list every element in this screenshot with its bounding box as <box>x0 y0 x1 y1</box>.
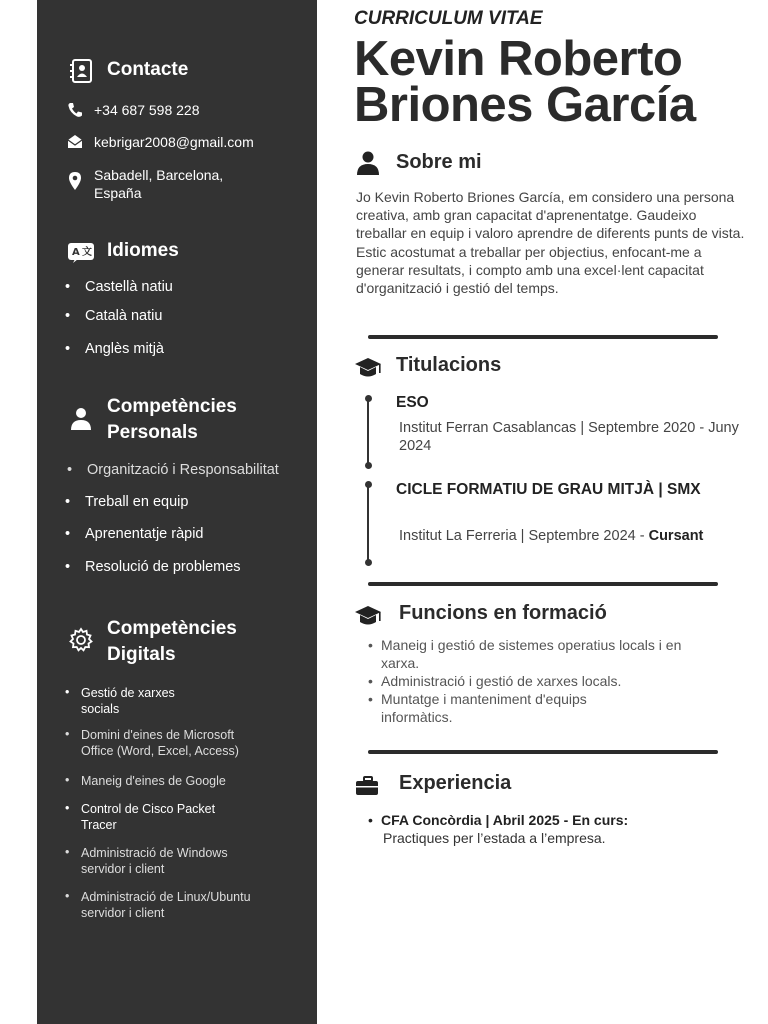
education-entry-detail: Institut Ferran Casablancas | Septembre 2020 - Juny 2024 <box>399 420 739 454</box>
training-item: • Muntatge i manteniment d'equips informàtics. <box>368 690 658 726</box>
divider <box>368 582 718 586</box>
name-line-1: Kevin Roberto <box>354 32 683 86</box>
personal-skill-item: • Treball en equip <box>67 494 188 510</box>
user-icon <box>67 404 95 432</box>
about-title: Sobre mi <box>396 151 482 173</box>
gear-icon <box>67 626 95 654</box>
email-icon <box>67 133 83 151</box>
sidebar <box>37 0 317 1024</box>
digital-skill-item: • Domini d'eines de Microsoft Office (Word, Excel, Access) <box>67 727 267 759</box>
training-item: • Maneig i gestió de sistemes operatius locals i en xarxa. <box>368 636 708 672</box>
education-entry-title: ESO <box>396 394 429 411</box>
graduation-cap-icon <box>354 603 382 629</box>
user-icon <box>354 150 382 176</box>
location-text: Sabadell, Barcelona, España <box>94 167 224 201</box>
divider <box>368 335 718 339</box>
education-status: Cursant <box>648 528 704 544</box>
divider <box>368 750 718 754</box>
digital-skill-item: • Administració de Linux/Ubuntu servidor i client <box>67 889 287 921</box>
education-title: Titulacions <box>396 354 502 376</box>
timeline-dot <box>365 462 372 469</box>
language-item: • Català natiu <box>67 308 162 324</box>
briefcase-icon <box>354 774 382 800</box>
digital-skill-item: • Administració de Windows servidor i client <box>67 845 267 877</box>
full-name <box>354 32 696 132</box>
svg-text:文: 文 <box>82 247 92 258</box>
contact-book-icon <box>67 57 95 85</box>
email-text[interactable]: kebrigar2008@gmail.com <box>94 134 254 150</box>
personal-skill-item: • Resolució de problemes <box>67 559 241 575</box>
contact-title: Contacte <box>107 59 189 80</box>
timeline-dot <box>365 559 372 566</box>
language-item: • Anglès mitjà <box>67 341 164 357</box>
phone-icon <box>67 101 83 119</box>
personal-skill-item: • Organització i Responsabilitat <box>69 462 279 478</box>
experience-text: Practiques per l’estada a l’empresa. <box>383 830 606 846</box>
digital-skills-title: Competències Digitals <box>107 618 237 665</box>
svg-text:A: A <box>72 247 80 258</box>
timeline-dot <box>365 395 372 402</box>
personal-skills-title: Competències Personals <box>107 396 237 443</box>
timeline-line <box>367 484 369 562</box>
digital-skill-item: • Maneig d'eines de Google <box>67 773 267 789</box>
location-pin-icon <box>67 171 83 189</box>
training-title: Funcions en formació <box>399 602 607 624</box>
experience-heading: • CFA Concòrdia | Abril 2025 - En curs: <box>381 812 629 828</box>
education-entry-detail: Institut La Ferreria | Septembre 2024 - Cursant <box>399 528 704 544</box>
digital-skill-item: • Control de Cisco Packet Tracer <box>67 801 247 833</box>
translate-icon <box>67 238 95 266</box>
phone-text: +34 687 598 228 <box>94 102 200 118</box>
languages-title: Idiomes <box>107 240 179 261</box>
cv-tag: CURRICULUM VITAE <box>354 8 543 29</box>
about-text: Jo Kevin Roberto Briones García, em considero una persona creativa, amb gran capacitat d'aprenentatge. Gaudeixo treballar en equip i valoro aprendre de diferents punts de vista. Estic acostumat a treballar per objectius, enfocant-me a generar resultats, i compto amb una excel·lent capacitat d'organització i gestió del temps. <box>356 189 745 297</box>
timeline-dot <box>365 481 372 488</box>
graduation-cap-icon <box>354 355 382 381</box>
education-entry-title: CICLE FORMATIU DE GRAU MITJÀ | SMX <box>396 481 701 498</box>
digital-skill-item: • Gestió de xarxes socials <box>67 685 247 717</box>
language-item: • Castellà natiu <box>67 279 173 295</box>
timeline-line <box>367 398 369 466</box>
name-line-2: Briones García <box>354 78 696 132</box>
experience-title: Experiencia <box>399 772 512 794</box>
training-item: • Administració i gestió de xarxes locals. <box>368 672 708 690</box>
personal-skill-item: • Aprenentatje ràpid <box>67 526 204 542</box>
experience-item <box>368 811 708 847</box>
